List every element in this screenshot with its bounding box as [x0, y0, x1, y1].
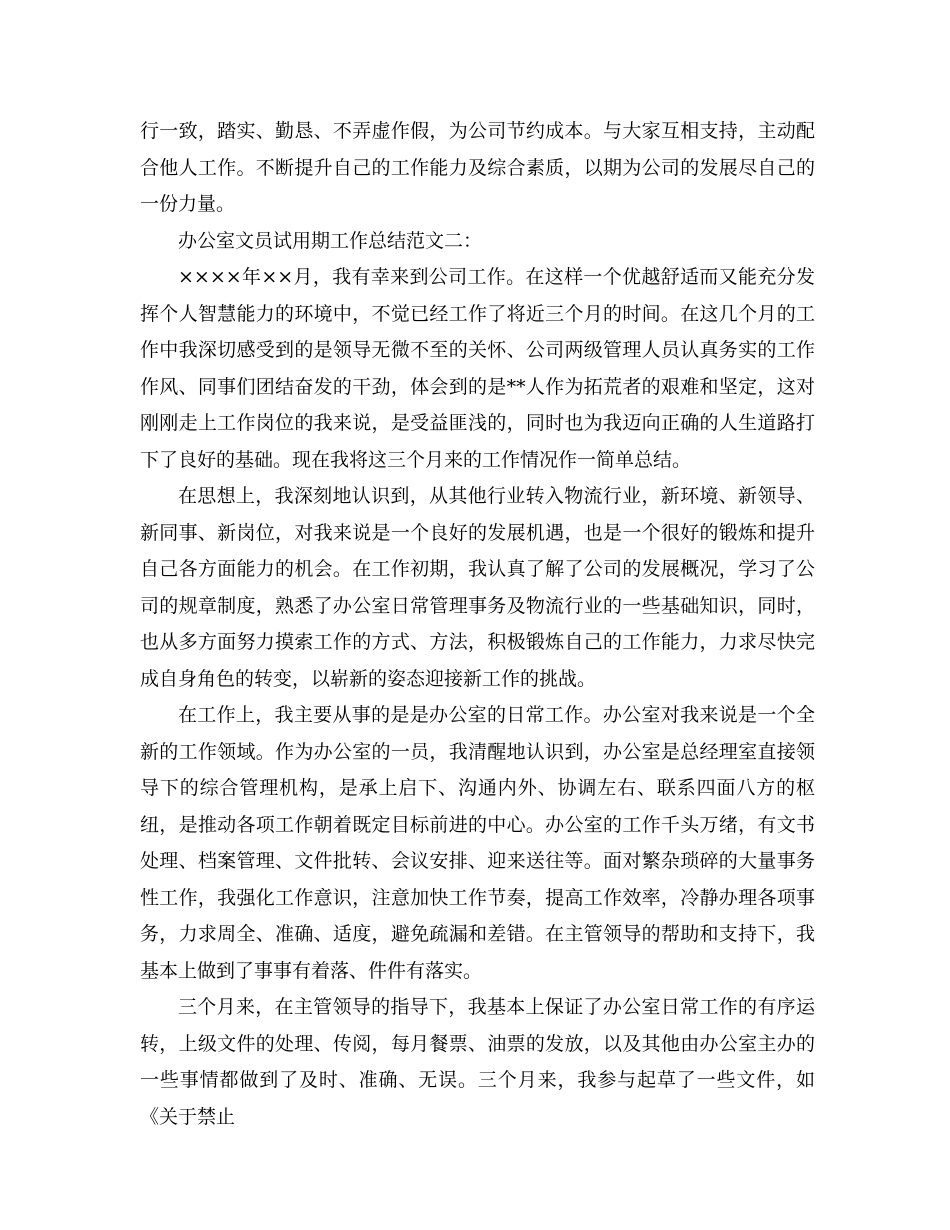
paragraph-three-months: 三个月来，在主管领导的指导下，我基本上保证了办公室日常工作的有序运转，上级文件的处理、传阅，每月餐票、油票的发放，以及其他由办公室主办的一些事情都做到了及时、准确、无误。三个月来，我参与起草了一些文件，如《关于禁止 — [140, 996, 815, 1128]
section-heading: 办公室文员试用期工作总结范文二： — [178, 229, 483, 252]
paragraph-thinking: 在思想上，我深刻地认识到，从其他行业转入物流行业，新环境、新领导、新同事、新岗位，对我来说是一个良好的发展机遇，也是一个很好的锻炼和提升自己各方面能力的机会。在工作初期，我认真了解了公司的发展概况，学习了公司的规章制度，熟悉了办公室日常管理事务及物流行业的一些基础知识，同时，也从多方面努力摸索工作的方式、方法，积极锻炼自己的工作能力，力求尽快完成自身角色的转变，以崭新的姿态迎接新工作的挑战。 — [140, 485, 815, 690]
paragraph-work: 在工作上，我主要从事的是是办公室的日常工作。办公室对我来说是一个全新的工作领域。作为办公室的一员，我清醒地认识到，办公室是总经理室直接领导下的综合管理机构，是承上启下、沟通内外、协调左右、联系四面八方的枢纽，是推动各项工作朝着既定目标前进的中心。办公室的工作千头万绪，有文书处理、档案管理、文件批转、会议安排、迎来送往等。面对繁杂琐碎的大量事务性工作，我强化工作意识，注意加快工作节奏，提高工作效率，冷静办理各项事务，力求周全、准确、适度，避免疏漏和差错。在主管领导的帮助和支持下，我基本上做到了事事有着落、件件有落实。 — [140, 704, 815, 982]
document-body — [140, 113, 815, 1135]
paragraph-intro: ××××年××月，我有幸来到公司工作。在这样一个优越舒适而又能充分发挥个人智慧能力的环境中，不觉已经工作了将近三个月的时间。在这几个月的工作中我深切感受到的是领导无微不至的关怀、公司两级管理人员认真务实的工作作风、同事们团结奋发的干劲，体会到的是**人作为拓荒者的艰难和坚定，这对刚刚走上工作岗位的我来说，是受益匪浅的，同时也为我迈向正确的人生道路打下了良好的基础。现在我将这三个月来的工作情况作一简单总结。 — [140, 266, 815, 471]
paragraph-continuation: 行一致，踏实、勤恳、不弄虚作假，为公司节约成本。与大家互相支持，主动配合他人工作。不断提升自己的工作能力及综合素质，以期为公司的发展尽自己的一份力量。 — [140, 120, 815, 215]
